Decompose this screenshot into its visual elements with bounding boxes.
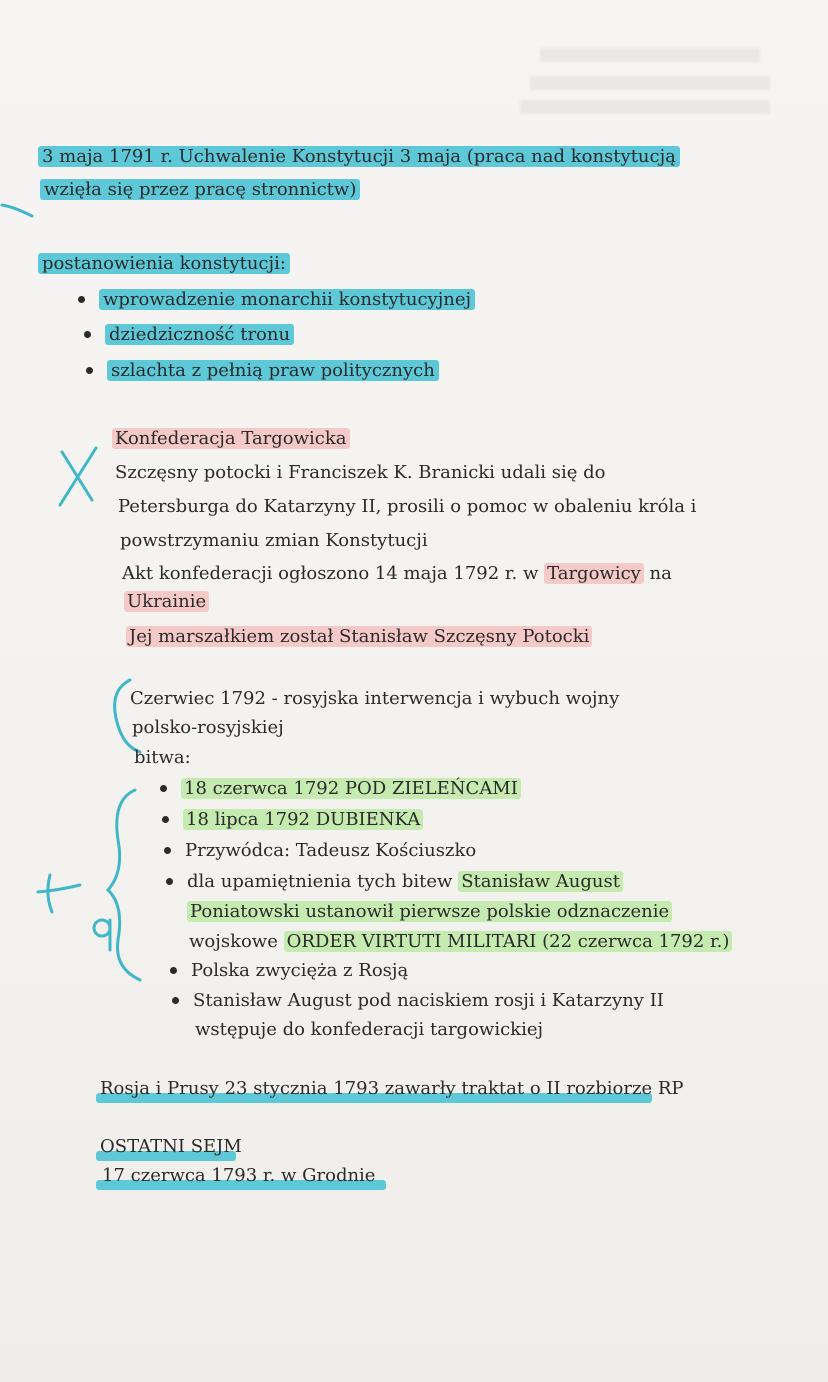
list-item	[172, 989, 664, 1013]
last-sejm-line: 17 czerwca 1793 r. w Grodnie	[102, 1165, 376, 1186]
text-line	[124, 590, 209, 614]
text-line: bitwa:	[134, 747, 191, 768]
section1-line2-text: wzięła się przez pracę stronnictw)	[40, 179, 360, 200]
list-item	[86, 359, 439, 383]
bullet-icon	[166, 878, 173, 885]
list-item	[84, 323, 294, 347]
text-line: Czerwiec 1792 - rosyjska interwencja i wybuch wojny	[130, 688, 620, 709]
list-item-text: 18 czerwca 1792 POD ZIELEŃCAMI	[181, 778, 521, 799]
bullet-icon	[84, 331, 91, 338]
constitution-heading-text: postanowienia konstytucji:	[38, 253, 290, 274]
list-item	[170, 959, 408, 983]
text-fragment: Stanisław August	[458, 871, 623, 892]
text-line	[122, 562, 672, 586]
list-item	[164, 839, 476, 863]
bullet-icon	[164, 847, 171, 854]
list-item	[78, 288, 475, 312]
list-item-continuation: wstępuje do konfederacji targowickiej	[195, 1019, 544, 1040]
list-item	[162, 808, 423, 832]
list-item-continuation	[187, 900, 672, 924]
list-item-text: Polska zwycięża z Rosją	[191, 960, 409, 981]
list-item-text: Przywódca: Tadeusz Kościuszko	[185, 840, 477, 861]
text-fragment: Targowicy	[544, 563, 644, 584]
targowica-title	[112, 427, 350, 451]
bullet-icon	[78, 296, 85, 303]
bullet-icon	[162, 816, 169, 823]
text-line: Szczęsny potocki i Franciszek K. Branicki udali się do	[115, 462, 606, 483]
text-fragment: Jej marszałkiem został Stanisław Szczęsny Potocki	[126, 626, 592, 647]
bullet-icon	[170, 967, 177, 974]
list-item-text: dziedziczność tronu	[105, 324, 294, 345]
text-fragment: Poniatowski ustanowił pierwsze polskie odznaczenie	[187, 901, 672, 922]
list-item	[160, 777, 521, 801]
section1-line2	[40, 178, 360, 202]
section1-line1	[38, 145, 680, 169]
constitution-heading	[38, 252, 290, 276]
text-line: powstrzymaniu zmian Konstytucji	[120, 530, 428, 551]
list-item-text: szlachta z pełnią praw politycznych	[107, 360, 439, 381]
list-item	[166, 870, 623, 894]
bullet-icon	[172, 997, 179, 1004]
text-fragment: Akt konfederacji ogłoszono 14 maja 1792 r. w	[122, 563, 545, 584]
text-line: Petersburga do Katarzyny II, prosili o pomoc w obaleniu króla i	[118, 496, 697, 517]
text-line: polsko-rosyjskiej	[132, 717, 284, 738]
bullet-icon	[160, 785, 167, 792]
section1-line1-text: 3 maja 1791 r. Uchwalenie Konstytucji 3 maja (praca nad konstytucją	[38, 146, 680, 167]
list-item-text: wprowadzenie monarchii konstytucyjnej	[99, 289, 475, 310]
bullet-icon	[86, 367, 93, 374]
text-fragment: ORDER VIRTUTI MILITARI (22 czerwca 1792 r.)	[284, 931, 733, 952]
text-fragment: wojskowe	[189, 931, 284, 952]
text-fragment: dla upamiętnienia tych bitew	[187, 871, 459, 892]
last-sejm-heading: OSTATNI SEJM	[100, 1136, 242, 1157]
list-item-text: Stanisław August pod naciskiem rosji i Katarzyny II	[193, 990, 664, 1011]
text-fragment: Ukrainie	[124, 591, 209, 612]
text-fragment: na	[643, 563, 672, 584]
text-line	[126, 625, 592, 649]
list-item-text: 18 lipca 1792 DUBIENKA	[183, 809, 423, 830]
targowica-title-text: Konfederacja Targowicka	[112, 428, 350, 449]
list-item-continuation	[189, 930, 732, 954]
treaty-line: Rosja i Prusy 23 stycznia 1793 zawarły traktat o II rozbiorze RP	[100, 1078, 684, 1099]
